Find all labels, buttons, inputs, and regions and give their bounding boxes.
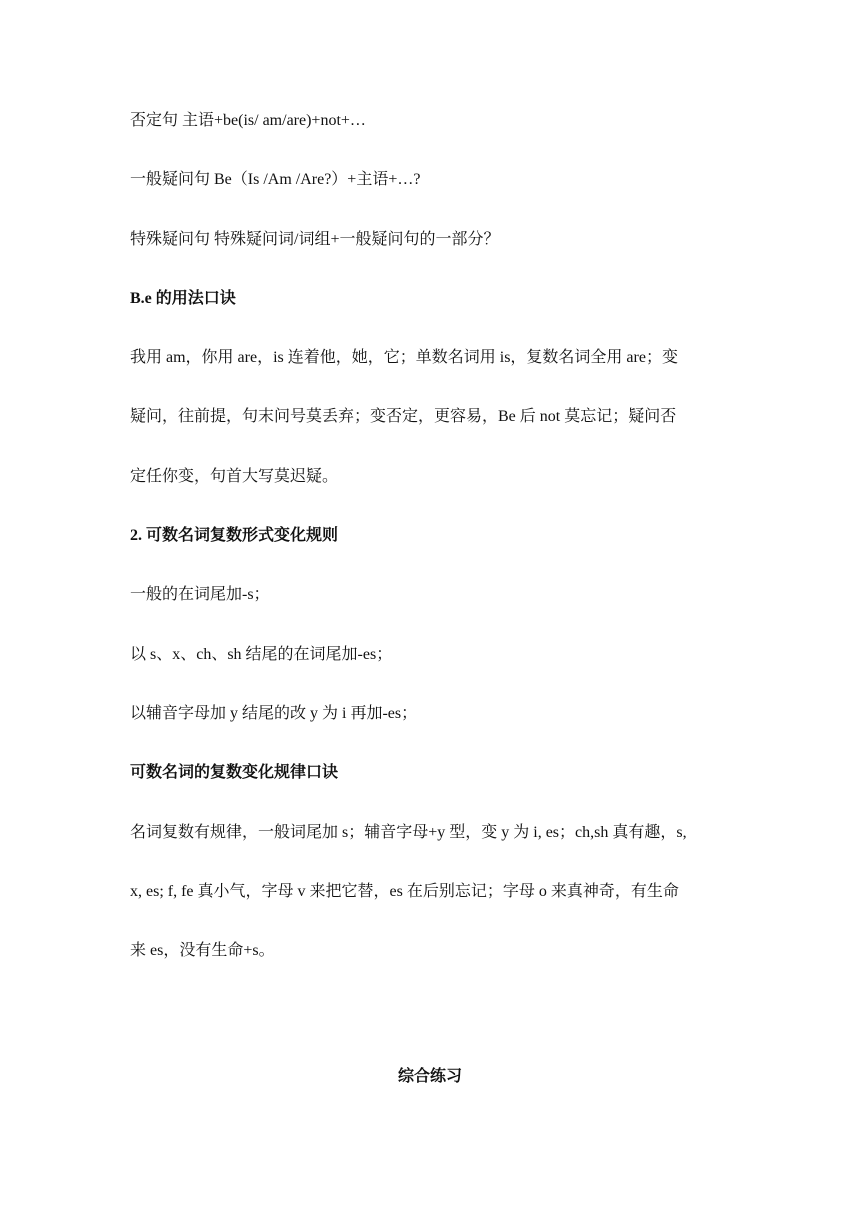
negative-sentence-rule: 否定句 主语+be(is/ am/are)+not+… [130, 112, 366, 129]
be-rhyme-line-2: 疑问，往前提，句末问号莫丢弃；变否定，更容易，Be 后 not 莫忘记；疑问否 [130, 408, 677, 425]
yes-no-question-rule: 一般疑问句 Be（Is /Am /Are?）+主语+…? [130, 171, 421, 188]
plural-rule-2: 以 s、x、ch、sh 结尾的在词尾加-es； [130, 646, 393, 663]
be-rhyme-line-3: 定任你变，句首大写莫迟疑。 [130, 468, 339, 485]
be-usage-heading: B.e 的用法口诀 [130, 290, 236, 307]
exercise-heading: 综合练习 [397, 1068, 462, 1085]
plural-rhyme-line-1: 名词复数有规律，一般词尾加 s；辅音字母+y 型，变 y 为 i, es；ch,sh 真有趣，s, [130, 824, 687, 841]
wh-question-rule: 特殊疑问句 特殊疑问词/词组+一般疑问句的一部分？ [130, 231, 500, 248]
plural-rhyme-line-2: x, es; f, fe 真小气，字母 v 来把它替，es 在后别忘记；字母 o 来真神奇，有生命 [130, 883, 679, 900]
plural-rules-heading: 2. 可数名词复数形式变化规则 [130, 527, 339, 544]
plural-rule-3: 以辅音字母加 y 结尾的改 y 为 i 再加-es； [130, 705, 418, 722]
plural-rule-1: 一般的在词尾加-s； [130, 586, 270, 603]
plural-rhyme-heading: 可数名词的复数变化规律口诀 [130, 764, 339, 781]
be-rhyme-line-1: 我用 am，你用 are，is 连着他，她，它；单数名词用 is，复数名词全用 are；变 [130, 349, 678, 366]
plural-rhyme-line-3: 来 es，没有生命+s。 [130, 942, 275, 959]
